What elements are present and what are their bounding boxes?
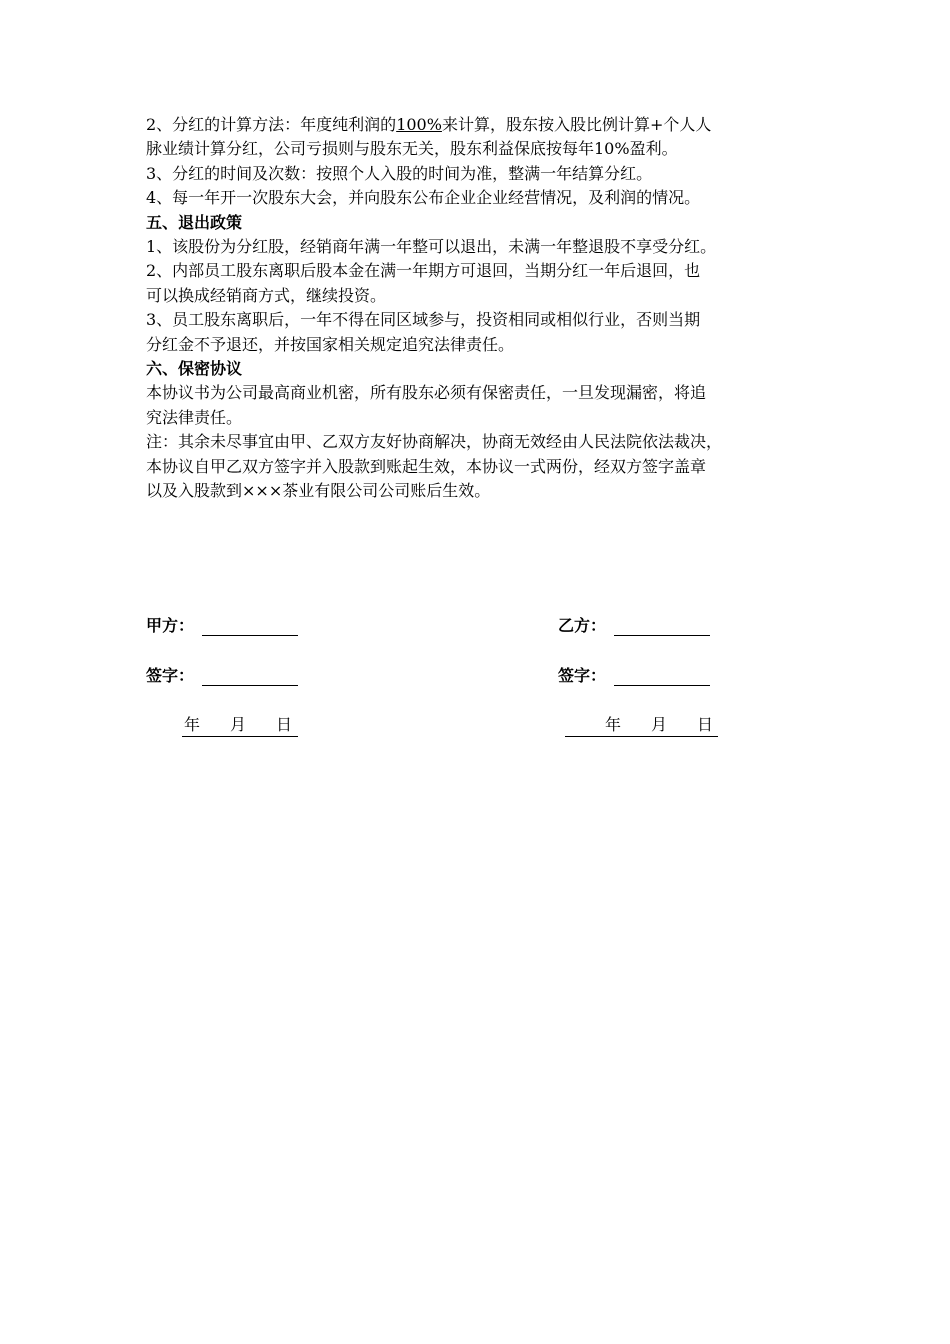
year-label: 年	[605, 715, 622, 734]
underlined-percentage: 100%	[396, 115, 442, 134]
note-line2: 本协议自甲乙双方签字并入股款到账起生效，本协议一式两份，经双方签字盖章	[146, 456, 707, 476]
confidentiality-line1: 本协议书为公司最高商业机密，所有股东必须有保密责任，一旦发现漏密，将追	[146, 383, 707, 403]
section-heading-confidentiality: 六、保密协议	[146, 359, 243, 379]
year-label: 年	[184, 715, 201, 734]
party-b-signature-field	[558, 666, 710, 686]
party-b-signature-blank	[614, 667, 710, 686]
party-a-signature-field	[146, 666, 298, 686]
agreement-body	[146, 113, 810, 504]
party-a-signature-blank	[202, 667, 298, 686]
month-label: 月	[651, 715, 668, 734]
party-b-blank	[614, 617, 710, 636]
text-segment: 2、分红的计算方法：年度纯利润的	[146, 115, 397, 134]
dividend-calculation-line2: 脉业绩计算分红，公司亏损则与股东无关，股东利益保底按每年10%盈利。	[146, 139, 678, 159]
party-a-field	[146, 616, 298, 636]
day-label: 日	[276, 715, 293, 734]
section-heading-exit-policy: 五、退出政策	[146, 212, 243, 232]
note-line3: 以及入股款到×××茶业有限公司公司账后生效。	[146, 481, 491, 501]
party-b-field	[558, 616, 710, 636]
party-a-signature-label: 签字：	[146, 666, 195, 685]
month-label: 月	[230, 715, 247, 734]
party-a-blank	[202, 617, 298, 636]
party-a-date	[182, 715, 298, 737]
confidentiality-line2: 究法律责任。	[146, 407, 243, 427]
exit-policy-item-1: 1、该股份为分红股，经销商年满一年整可以退出，未满一年整退股不享受分红。	[146, 237, 717, 257]
note-line1: 注：其余未尽事宜由甲、乙双方友好协商解决，协商无效经由人民法院依法裁决，	[146, 432, 723, 452]
party-b-signature-label: 签字：	[558, 666, 607, 685]
party-b-date	[565, 715, 718, 737]
dividend-timing: 3、分红的时间及次数：按照个人入股的时间为准，整满一年结算分红。	[146, 163, 653, 183]
shareholder-meeting: 4、每一年开一次股东大会，并向股东公布企业企业经营情况，及利润的情况。	[146, 188, 701, 208]
exit-policy-item-2-line1: 2、内部员工股东离职后股本金在满一年期方可退回，当期分红一年后退回，也	[146, 261, 701, 281]
exit-policy-item-3-line2: 分红金不予退还，并按国家相关规定追究法律责任。	[146, 334, 515, 354]
party-b-label: 乙方：	[558, 616, 607, 635]
dividend-calculation-line1	[146, 113, 810, 137]
day-label: 日	[697, 715, 714, 734]
text-segment: 来计算，股东按入股比例计算+个人人	[441, 115, 712, 134]
exit-policy-item-3-line1: 3、员工股东离职后，一年不得在同区域参与，投资相同或相似行业，否则当期	[146, 310, 701, 330]
party-a-label: 甲方：	[146, 616, 195, 635]
exit-policy-item-2-line2: 可以换成经销商方式，继续投资。	[146, 285, 387, 305]
